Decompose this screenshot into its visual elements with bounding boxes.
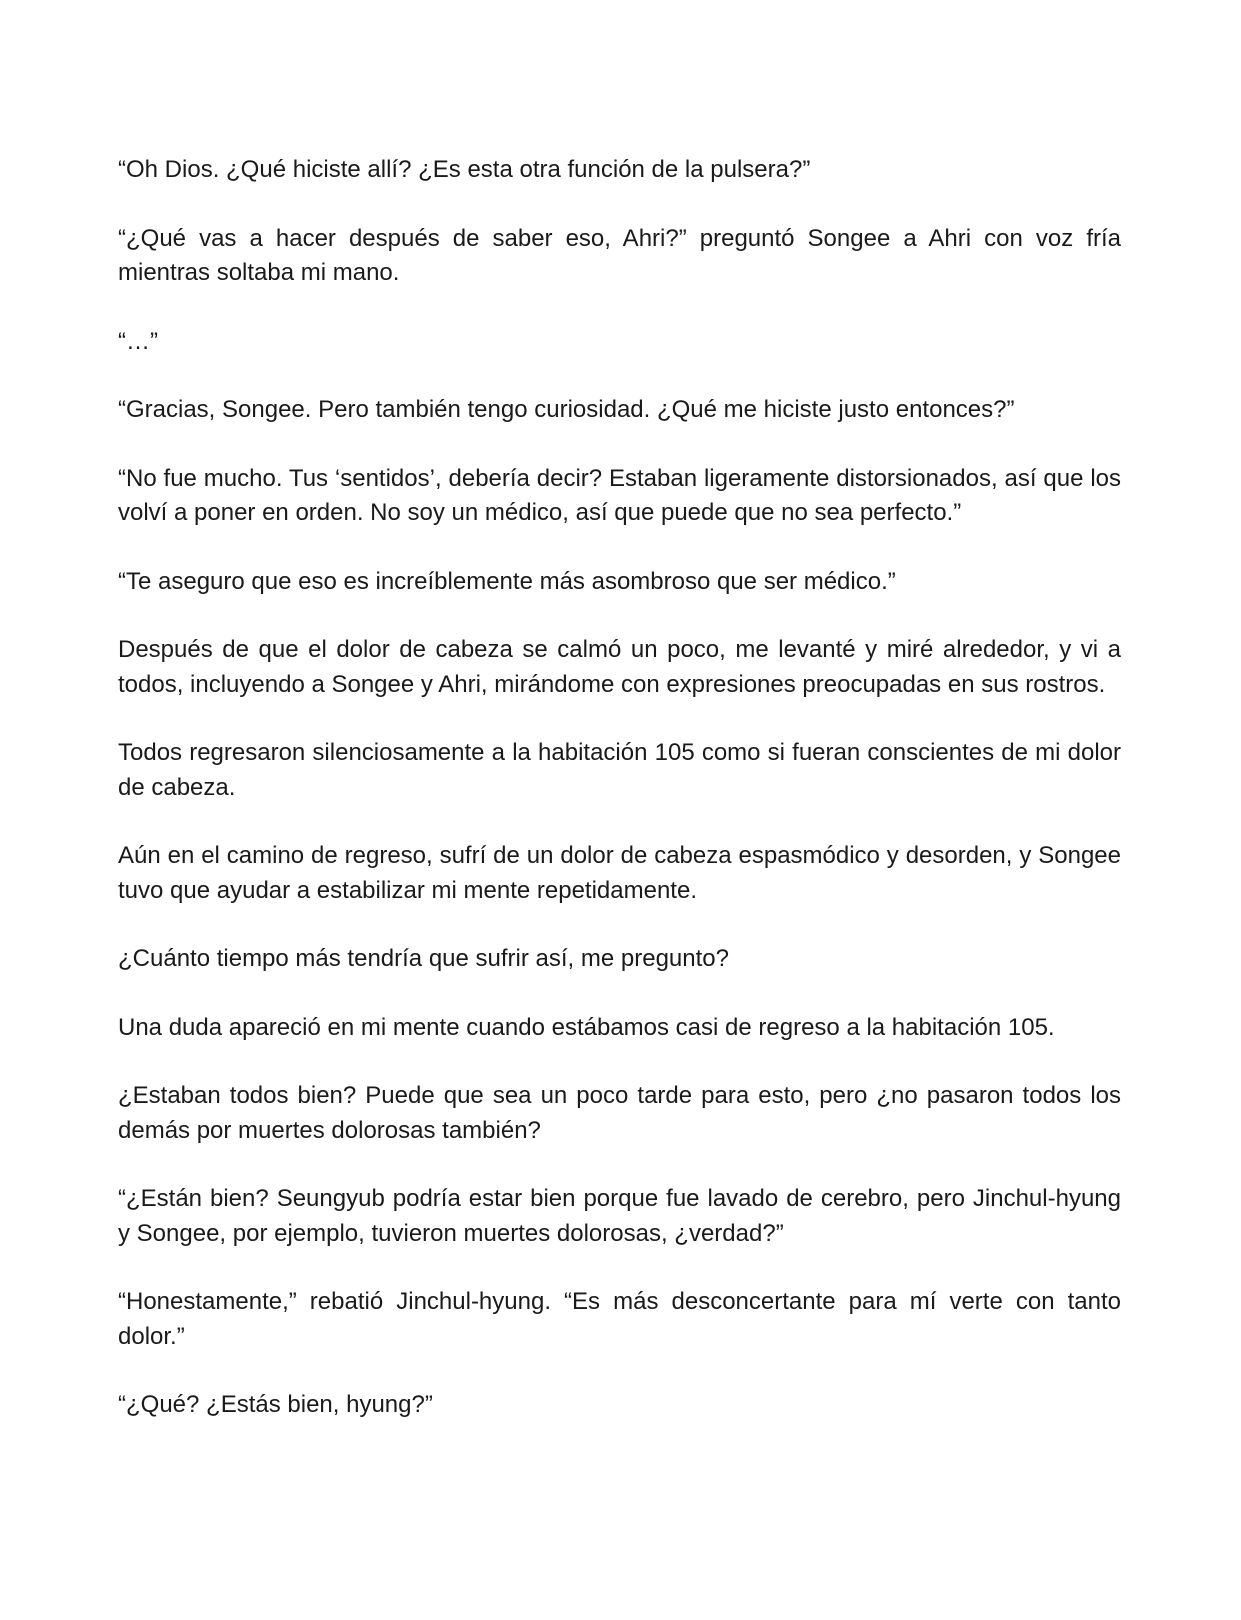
paragraph: “Te aseguro que eso es increíblemente más asombroso que ser médico.” <box>118 567 896 595</box>
paragraph: Una duda apareció en mi mente cuando estábamos casi de regreso a la habitación 105. <box>118 1013 1055 1041</box>
document-body <box>118 153 1121 1423</box>
paragraph: “¿Están bien? Seungyub podría estar bien porque fue lavado de cerebro, pero Jinchul-hyung y Songee, por ejemplo, tuvieron muertes dolorosas, ¿verdad?” <box>118 1185 1121 1247</box>
paragraph: ¿Cuánto tiempo más tendría que sufrir así, me pregunto? <box>118 945 729 972</box>
paragraph: Aún en el camino de regreso, sufrí de un dolor de cabeza espasmódico y desorden, y Songee tuvo que ayudar a estabilizar mi mente repetidamente. <box>118 842 1121 904</box>
paragraph: “Gracias, Songee. Pero también tengo curiosidad. ¿Qué me hiciste justo entonces?” <box>118 396 1015 423</box>
paragraph: “¿Qué? ¿Estás bien, hyung?” <box>118 1391 433 1418</box>
paragraph: “Honestamente,” rebatió Jinchul-hyung. “Es más desconcertante para mí verte con tanto dolor.” <box>118 1288 1121 1350</box>
paragraph: “Oh Dios. ¿Qué hiciste allí? ¿Es esta otra función de la pulsera?” <box>118 156 811 183</box>
paragraph: ¿Estaban todos bien? Puede que sea un poco tarde para esto, pero ¿no pasaron todos los demás por muertes dolorosas también? <box>118 1082 1121 1144</box>
paragraph: Todos regresaron silenciosamente a la habitación 105 como si fueran conscientes de mi dolor de cabeza. <box>118 739 1121 801</box>
paragraph: “¿Qué vas a hacer después de saber eso, Ahri?” preguntó Songee a Ahri con voz fría mientras soltaba mi mano. <box>118 224 1121 286</box>
paragraph: Después de que el dolor de cabeza se calmó un poco, me levanté y miré alrededor, y vi a todos, incluyendo a Songee y Ahri, mirándome con expresiones preocupadas en sus rostros. <box>118 636 1121 698</box>
paragraph: “…” <box>118 327 158 355</box>
paragraph: “No fue mucho. Tus ‘sentidos’, debería decir? Estaban ligeramente distorsionados, así que los volví a poner en orden. No soy un médico, así que puede que no sea perfecto.” <box>118 464 1121 526</box>
